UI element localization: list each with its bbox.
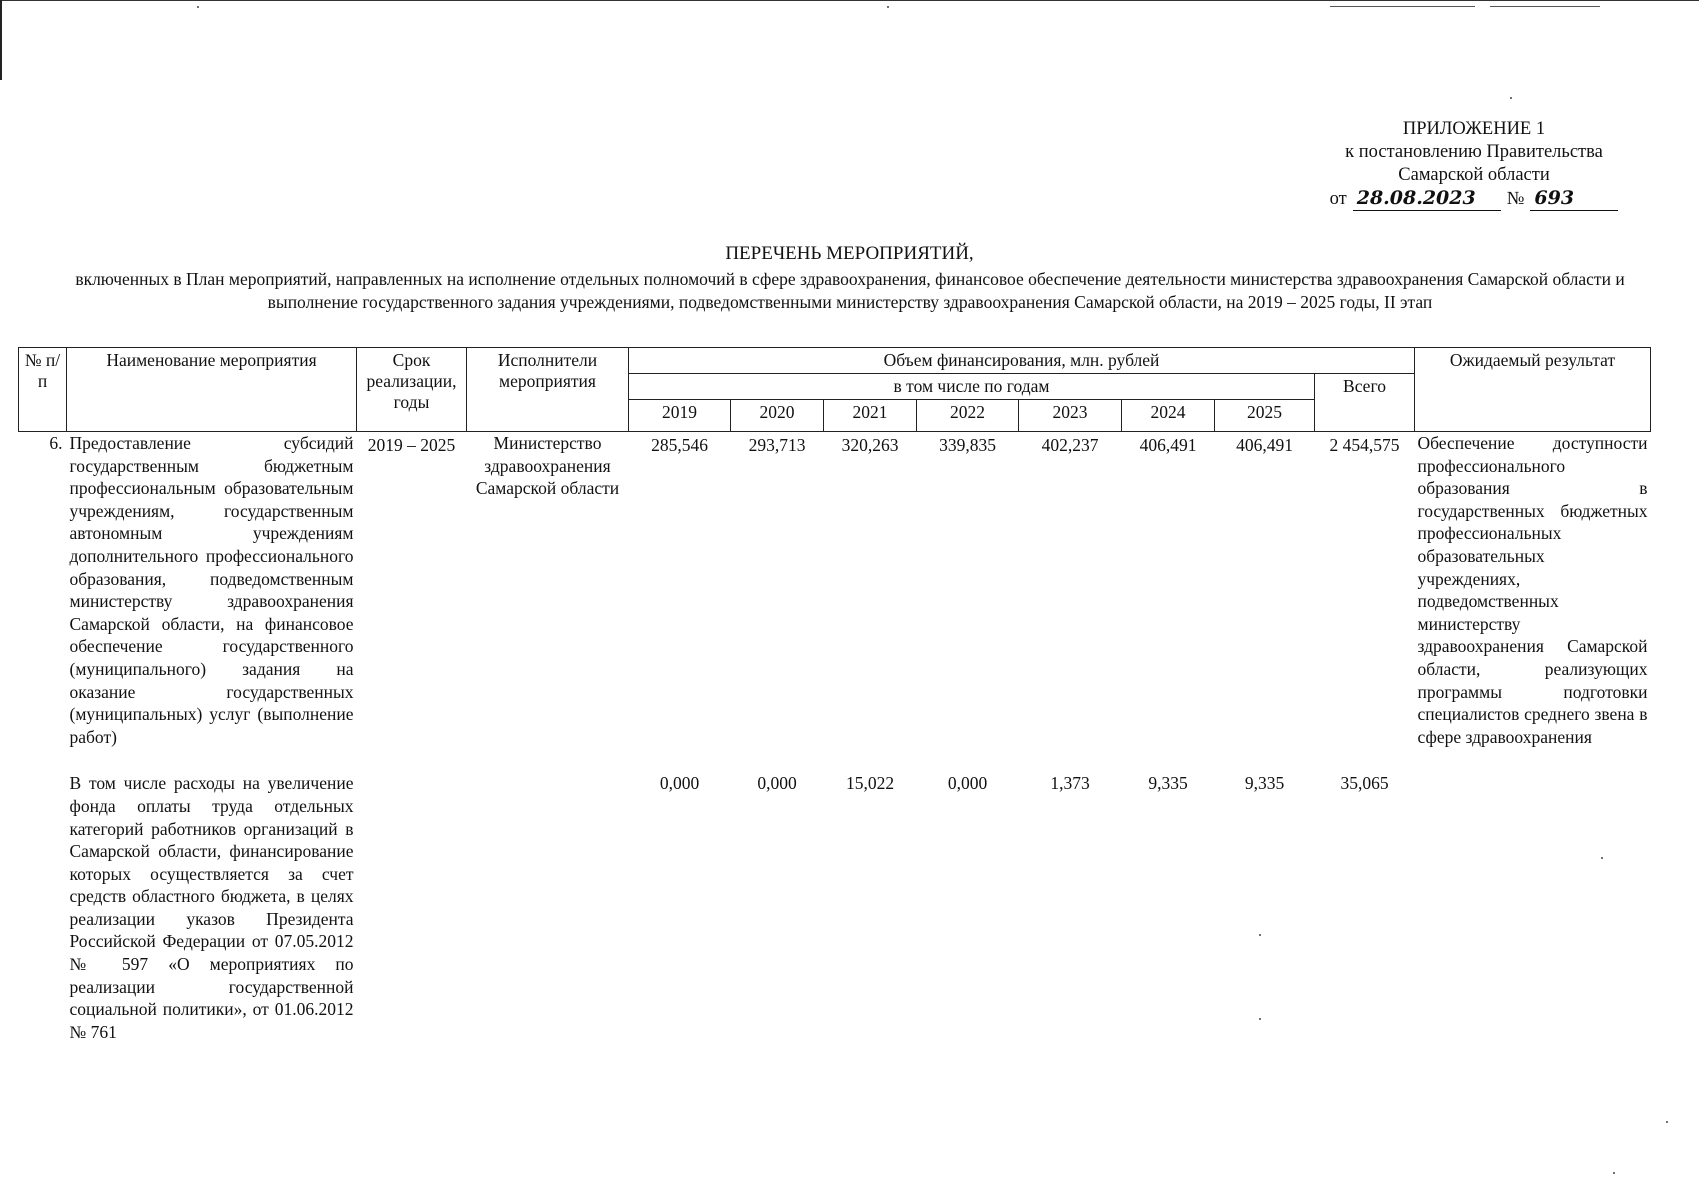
document-title: ПЕРЕЧЕНЬ МЕРОПРИЯТИЙ, [725,243,974,264]
value-2022: 339,835 [939,435,996,455]
appendix-block [1318,118,1630,211]
value-2019: 0,000 [659,773,700,794]
header-year: 2022 [917,400,1019,432]
date-prefix: от [1329,189,1347,209]
handwritten-date: 28.08.2023 [1353,187,1501,211]
header-name: Наименование мероприятия [67,348,357,432]
value-2023: 402,237 [1041,435,1099,455]
value-2024: 9,335 [1148,773,1188,794]
header-year: 2021 [824,400,917,432]
value-2024: 406,491 [1139,435,1197,455]
header-term: Срок реализации, годы [357,348,467,432]
expected-result: Обеспечение доступности профессионального образования в государственных бюджетных профессиональных образовательных учреждениях, подведомственных министерству здравоохранения Самарской области, реализующих программы подготовки специалистов среднего звена в сфере здравоохранения [1417,433,1648,747]
value-2019: 285,546 [651,435,708,455]
header-year: 2023 [1019,400,1122,432]
activities-table [18,347,1651,1043]
value-2025: 9,335 [1244,773,1285,794]
header-year: 2025 [1215,400,1315,432]
header-executors: Исполнители мероприятия [467,348,629,432]
activity-executor [467,748,629,1043]
header-year: 2024 [1122,400,1215,432]
scan-speck [887,6,889,8]
value-2021: 15,022 [845,773,895,794]
expected-result [1415,748,1651,1043]
header-year: 2019 [629,400,731,432]
value-2023: 1,373 [1050,773,1090,794]
activity-executor: Министерство здравоохранения Самарской области [475,433,620,499]
appendix-label: ПРИЛОЖЕНИЕ 1 [1402,119,1546,139]
row-number: 6. [49,433,63,453]
value-2022: 0,000 [947,773,988,794]
value-2025: 406,491 [1236,435,1293,455]
scan-speck [1510,97,1512,99]
value-2021: 320,263 [841,435,899,455]
header-year: 2020 [731,400,824,432]
scan-dash [1330,6,1475,7]
row-number [19,748,67,1043]
value-2020: 293,713 [748,435,806,455]
table-row [19,748,1651,1043]
activity-term [357,748,467,1043]
value-total: 2 454,575 [1329,435,1400,455]
table-row [19,432,1651,749]
scan-speck [197,6,199,8]
appendix-date-line [1318,187,1630,211]
handwritten-number: 693 [1530,187,1618,211]
header-by-years: в том числе по годам [629,374,1315,400]
header-result: Ожидаемый результат [1415,348,1651,432]
scan-left-edge [0,0,2,80]
value-total: 35,065 [1340,773,1389,794]
scan-dash [1490,6,1600,7]
appendix-line-2: к постановлению Правительства [1345,142,1603,162]
scan-speck [1666,1121,1668,1123]
activity-name: Предоставление субсидий государственным бюджетным профессиональным образовательным учреждениям, государственным автономным учреждениям дополнительного профессионального образования, подведомственным министерству здравоохранения Самарской области, на финансовое обеспечение государственного (муниципального) задания на оказание государственных (муниципальных) услуг (выполнение работ) [69,433,354,747]
activity-term: 2019 – 2025 [367,435,456,455]
appendix-line-3: Самарской области [1398,165,1550,185]
header-funding: Объем финансирования, млн. рублей [629,348,1415,374]
activity-name: В том числе расходы на увеличение фонда оплаты труда отдельных категорий работников организаций в Самарской области, финансирование которых осуществляется за счет средств областного бюджета, в целях реализации указов Президента Российской Федерации от 07.05.2012 № 597 «О мероприятиях по реализации государственной социальной политики», от 01.06.2012 № 761 [69,773,354,1042]
header-total: Всего [1315,374,1415,432]
scan-speck [1613,1172,1615,1174]
document-subtitle: включенных в План мероприятий, направленных на исполнение отдельных полномочий в сфере здравоохранения, финансовое обеспечение деятельности министерства здравоохранения Самарской области и выполнение государственного задания учреждениями, подведомственными министерству здравоохранения Самарской области, на 2019 – 2025 годы, II этап [75,269,1625,312]
number-prefix: № [1506,189,1525,209]
value-2020: 0,000 [757,773,797,794]
header-number: № п/п [19,348,67,432]
scan-top-edge [0,0,1699,1]
